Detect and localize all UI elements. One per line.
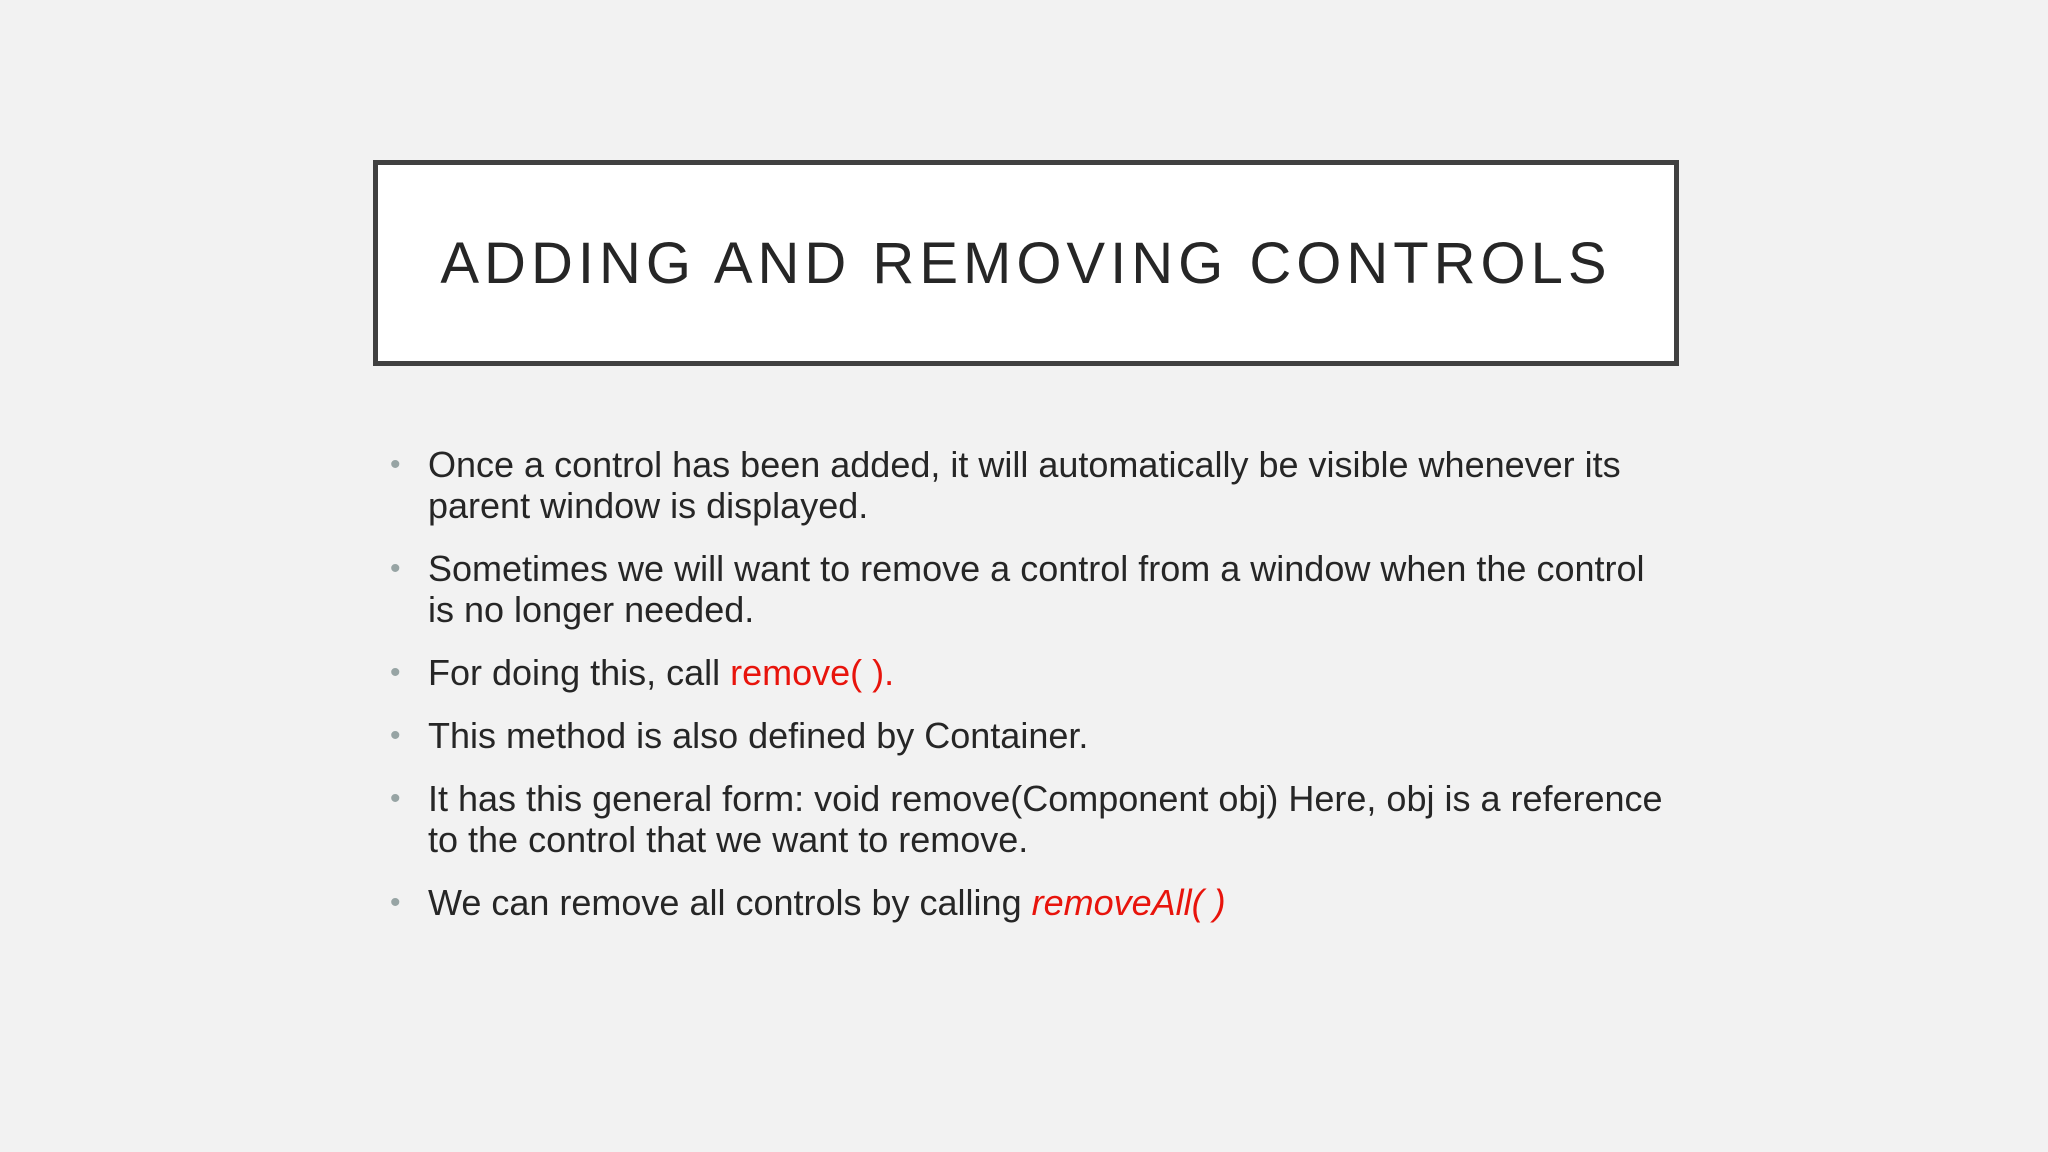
bullet-dot-icon: •: [390, 656, 401, 689]
bullet-item: [388, 652, 1678, 693]
bullet-item: [388, 548, 1678, 630]
bullet-dot-icon: •: [390, 448, 401, 481]
bullet-dot-icon: •: [390, 886, 401, 919]
bullet-text: Once a control has been added, it will automatically be visible whenever its parent window is displayed.: [428, 444, 1621, 526]
title-box: [373, 160, 1679, 366]
bullet-item: [388, 778, 1678, 860]
bullet-text: Sometimes we will want to remove a control from a window when the control is no longer needed.: [428, 548, 1645, 630]
bullet-dot-icon: •: [390, 719, 401, 752]
bullet-item: [388, 444, 1678, 526]
bullet-text: It has this general form: void remove(Component obj) Here, obj is a reference to the control that we want to remove.: [428, 778, 1663, 860]
removeall-method-highlight: removeAll( ): [1031, 882, 1226, 923]
bullet-item: [388, 882, 1678, 923]
bullet-dot-icon: •: [390, 552, 401, 585]
bullet-list: [388, 444, 1678, 945]
bullet-text: We can remove all controls by calling: [428, 882, 1032, 923]
slide-title: ADDING AND REMOVING CONTROLS: [440, 230, 1612, 296]
remove-method-highlight: remove( ).: [730, 652, 895, 693]
bullet-item: [388, 715, 1678, 756]
bullet-text: For doing this, call: [428, 652, 731, 693]
bullet-text: This method is also defined by Container.: [428, 715, 1089, 756]
bullet-dot-icon: •: [390, 782, 401, 815]
